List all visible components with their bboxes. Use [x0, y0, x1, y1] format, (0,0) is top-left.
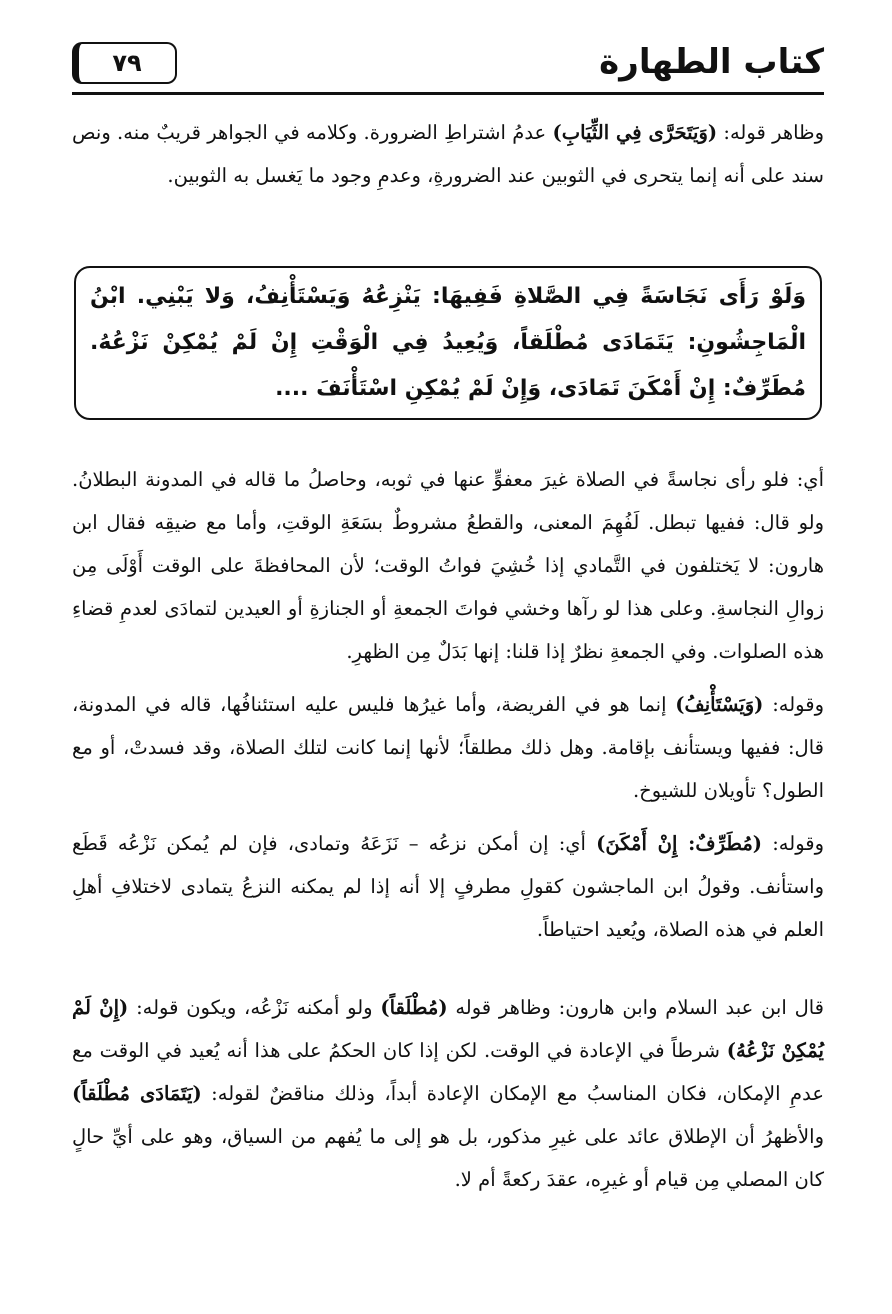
matn-text: وَلَوْ رَأَى نَجَاسَةً فِي الصَّلاةِ فَفِيهَا: يَنْزِعُهُ وَيَسْتَأْنِفُ، وَلا يَبْنِي. ابْنُ الْمَاجِشُونِ: يَتَمَادَى مُطْلَقاً، وَيُعِيدُ فِي الْوَقْتِ إِنْ لَمْ يُمْكِنْ نَزْعُهُ. مُطَرِّفٌ: إِنْ أَمْكَنَ تَمَادَى، وَإِنْ لَمْ يُمْكِنِ اسْتَأْنَفَ .... [90, 284, 806, 401]
quoted-matn: (وَيَسْتَأْنِفُ) [675, 693, 764, 716]
commentary-paragraph [72, 822, 824, 951]
page-number-box [72, 42, 177, 84]
page-number: ٧٩ [112, 49, 142, 77]
header-rule [72, 92, 824, 95]
commentary-paragraph [72, 683, 824, 812]
quoted-matn: (يَتَمَادَى مُطْلَقاً) [72, 1082, 202, 1105]
quoted-matn: (وَيَتَحَرَّى فِي الثِّيَابِ) [552, 121, 718, 144]
paragraph-text: إنما هو في الفريضة، وأما غيرُها فليس عليه استئنافُها، قاله في المدونة، قال: ففيها ويستأنف بإقامة. وهل ذلك مطلقاً؛ لأنها إنما كانت لتلك الصلاة، وقد فسدتْ، أو مع الطول؟ تأويلان للشيوخ. [72, 693, 824, 802]
paragraph-text: وقوله: [762, 832, 825, 855]
paragraph-text: عدمُ اشتراطِ الضرورة. وكلامه في الجواهر قريبٌ منه. ونص سند على أنه إنما يتحرى في الثوبين عند الضرورةِ، وعدمِ وجود ما يَغسل به الثوبين. [72, 121, 824, 187]
paragraph-text: والأظهرُ أن الإطلاق عائد على غيرِ مذكور، بل هو إلى ما يُفهم من السياق، وهو على أيِّ حالٍ كان المصلي مِن قيام أو غيرِه، عقدَ ركعةً أم لا. [72, 1125, 824, 1191]
commentary-paragraph [72, 111, 824, 197]
page-header [72, 30, 824, 100]
quoted-matn: (مُطْلَقاً) [380, 996, 448, 1019]
commentary-paragraph: أي: فلو رأى نجاسةً في الصلاة غيرَ معفوٍّ عنها في ثوبه، وحاصلُ ما قاله في المدونة البطلانُ. ولو قال: ففيها تبطل. لَفُهِمَ المعنى، والقطعُ مشروطٌ بسَعَةِ الوقتِ، وأما مع ضيقِه فقال ابن هارون: لا يَختلفون في التَّمادي إذا خُشِيَ فواتُ الوقت؛ لأن المحافظةَ على الوقت أَوْلَى مِن زوالِ النجاسةِ. وعلى هذا لو رآها وخشي فواتَ الجمعةِ أو الجنازةِ أو العيدين لتمادَى لعدمِ قضاءِ هذه الصلوات. وفي الجمعةِ نظرٌ إذا قلنا: إنها بَدَلٌ مِن الظهرِ. [72, 468, 824, 663]
quoted-matn: (إِنْ لَمْ يُمْكِنْ نَزْعُهُ) [72, 996, 824, 1062]
paragraph-text: شرطاً في الإعادة في الوقت. لكن إذا كان الحكمُ على هذا أنه يُعيد في الوقت مع عدمِ الإمكان، فكان المناسبُ مع الإمكان الإعادة أبداً، وذلك مناقضٌ لقوله: [72, 1039, 824, 1105]
paragraph-text: وظاهر قوله: [717, 121, 824, 144]
quoted-matn: (مُطَرِّفٌ: إِنْ أَمْكَنَ) [596, 832, 763, 855]
book-title: كتاب الطهارة [599, 42, 824, 82]
paragraph-text: أي: إن أمكن نزعُه – نَزَعَهُ وتمادى، فإن لم يُمكن نَزْعُه قَطَع واستأنف. وقولُ ابن الماجشون كقولِ مطرفٍ إلا أنه إذا لم يمكنه النزعُ يتمادى لاختلافِ أهلِ العلم في هذه الصلاة، ويُعيد احتياطاً. [72, 832, 824, 941]
paragraph-text: ولو أمكنه نَزْعُه، ويكون قوله: [128, 996, 381, 1019]
matn-box [74, 266, 822, 420]
paragraph-text: قال ابن عبد السلام وابن هارون: وظاهر قوله [447, 996, 824, 1019]
commentary-paragraph [72, 986, 824, 1201]
paragraph-text: وقوله: [763, 693, 824, 716]
